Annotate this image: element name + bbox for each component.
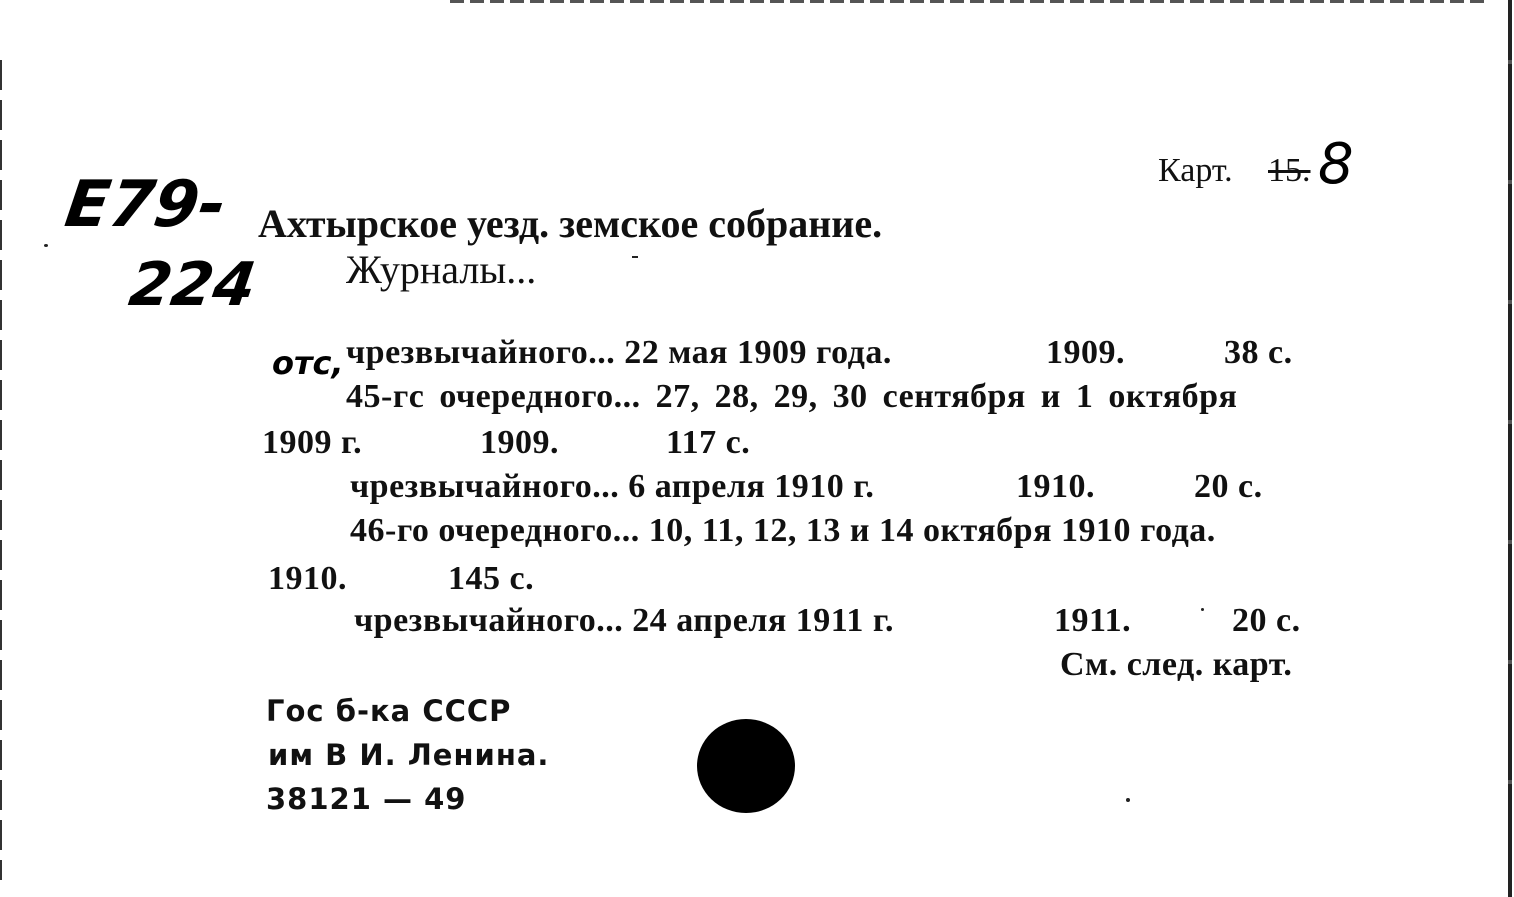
card-number-handwritten: 8 [1318,132,1354,197]
handwritten-margin-mark: отс, [272,344,344,382]
card-number-label: Карт. [1158,152,1233,189]
imprint-line-1: Гос б-ка СССР [266,694,512,728]
entry-4-pages: 145 с. [448,560,535,597]
entry-1-text: чрезвычайного... 22 мая 1909 года. [346,334,892,371]
entry-2-text: 45-гс очередного... 27, 28, 29, 30 сентября и 1 октября [346,378,1238,415]
imprint-line-3: 38121 — 49 [266,782,467,816]
record-subtitle: Журналы... [346,247,537,292]
card-top-edge [450,0,1490,3]
card-right-edge [1508,0,1512,897]
entry-3-year: 1910. [1016,468,1095,505]
entry-2-pages: 117 с. [666,424,751,461]
entry-2-year: 1909. [480,424,559,461]
entry-5-text: чрезвычайного... 24 апреля 1911 г. [354,602,895,639]
speck [1201,608,1204,611]
card-left-edge [0,60,2,880]
entry-4-continuation: 1910. [268,560,347,597]
entry-1-year: 1909. [1046,334,1125,371]
entry-3-text: чрезвычайного... 6 апреля 1910 г. [350,468,875,505]
record-title: Ахтырское уезд. земское собрание. [258,201,883,246]
speck [1126,798,1130,802]
speck [44,244,48,247]
entry-5-year: 1911. [1054,602,1132,639]
card-number-old: 15. [1268,152,1311,189]
entry-3-pages: 20 с. [1194,468,1263,505]
speck [632,256,638,258]
see-next-card-note: См. след. карт. [1060,646,1293,683]
handwritten-shelf-code-line2: 224 [125,250,261,320]
imprint-line-2: им В И. Ленина. [268,738,550,772]
card-punch-hole [697,719,795,813]
entry-2-continuation: 1909 г. [262,424,363,461]
handwritten-shelf-code-line1: E79- [60,168,231,242]
entry-4-text: 46-го очередного... 10, 11, 12, 13 и 14 октября 1910 года. [350,512,1216,549]
entry-1-pages: 38 с. [1224,334,1293,371]
entry-5-pages: 20 с. [1232,602,1301,639]
